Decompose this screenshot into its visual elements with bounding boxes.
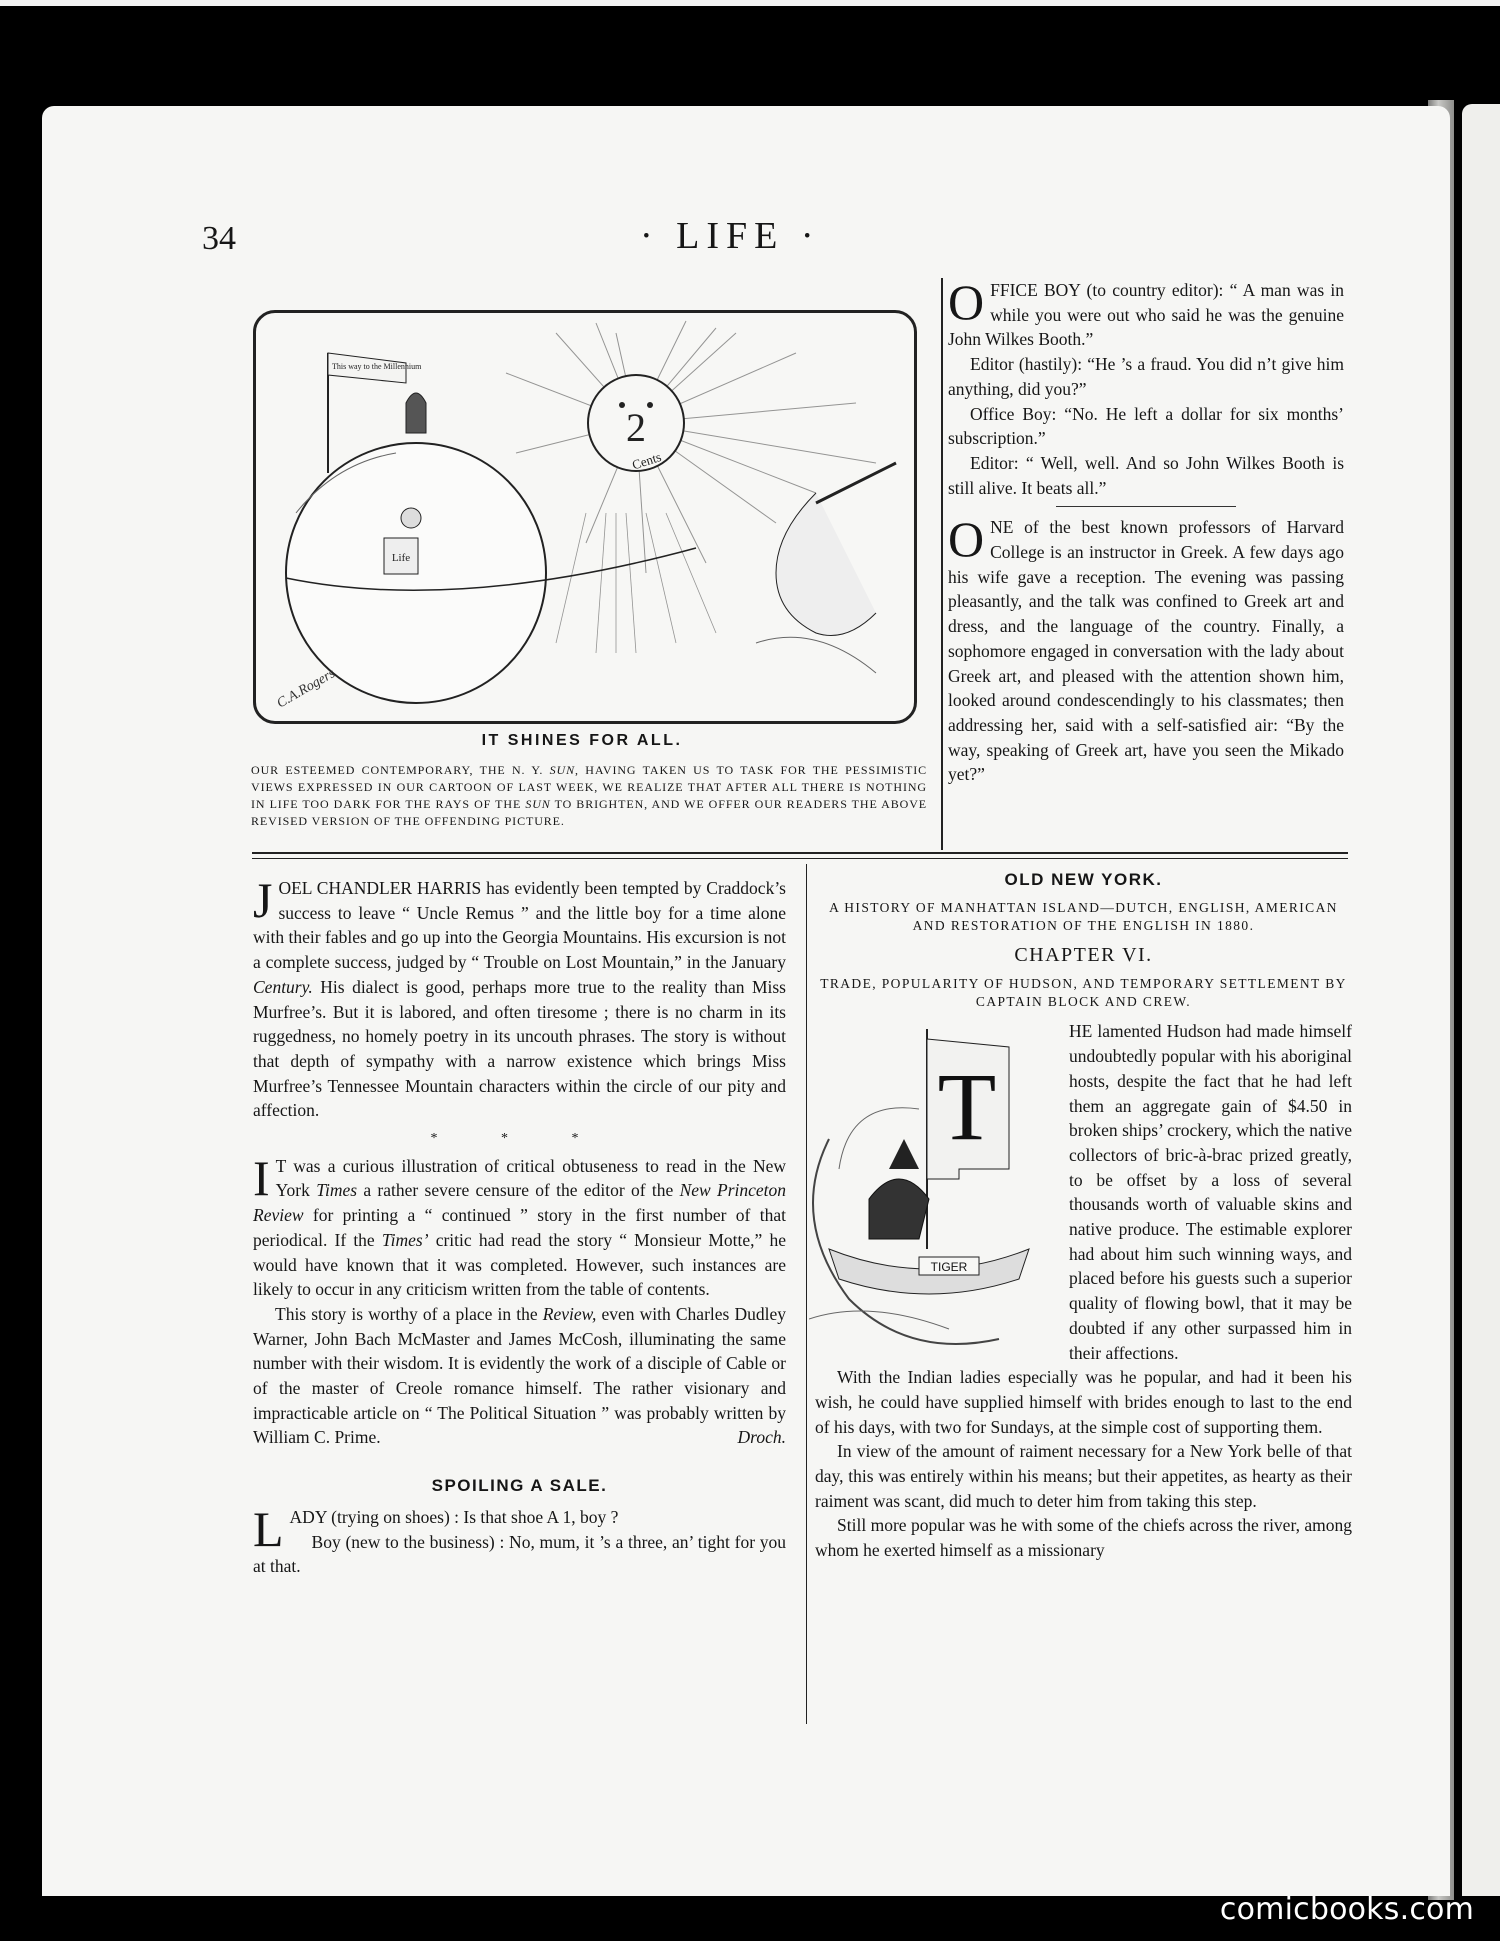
cartoon-flag-text: This way to the Millennium (332, 362, 422, 371)
review-title: Review, (542, 1303, 597, 1324)
watermark: comicbooks.com (1219, 1892, 1474, 1927)
review-title: New Princeton Review (253, 1180, 787, 1226)
office-boy-paragraph (948, 274, 1344, 352)
sun-number: 2 (626, 405, 646, 450)
times-text: critic had read the story “ Monsieur Motte,” he would have known that it was completed. However, such instances are likely to occur in any criticism written from the table of contents. (253, 1229, 786, 1300)
cartoon-signature: C.A.Rogers (274, 666, 338, 712)
chapter-heading: CHAPTER VI. (1014, 943, 1153, 966)
section-rule-upper (252, 852, 1348, 854)
cartoon-illustration (253, 310, 917, 724)
section-stars: * * * (430, 1131, 609, 1147)
drop-cap: I (253, 1149, 270, 1206)
old-new-york-title: OLD NEW YORK. (1004, 870, 1163, 889)
caption-part: OUR ESTEEMED CONTEMPORARY, THE N. Y. (251, 763, 550, 777)
editor-final: Editor: “ Well, well. And so John Wilkes Booth is still alive. It beats all.” (948, 452, 1344, 498)
raiment-paragraph: In view of the amount of raiment necessary for a New York belle of that day, this was entirely within his means; but their appetites, as hearty as their raiment was scant, did much to deter him from taking this step. (815, 1441, 1352, 1511)
cartoon-box-label: Life (391, 552, 411, 564)
drop-cap-illustration (809, 1019, 1059, 1349)
boat-drawing (809, 1019, 1059, 1349)
old-new-york-column (815, 868, 1352, 1563)
chiefs-paragraph: Still more popular was he with some of the chiefs across the river, among whom he exerted himself as a missionary (815, 1515, 1352, 1561)
boat-label: TIGER (930, 1260, 968, 1275)
spoiling-sale-title: SPOILING A SALE. (431, 1476, 608, 1496)
adjacent-page-edge (1462, 104, 1500, 1896)
century-title: Century. (253, 976, 313, 997)
sun-band-text: Cents (630, 449, 664, 473)
column-divider-top (941, 278, 943, 850)
caption-part: , HAVING TAKEN US TO TASK FOR THE PESSIMISTIC VIEWS EXPRESSED IN OUR CARTOON OF LAST WEEK, WE REALIZE THAT AFTER ALL THERE IS NOTHING IN LIFE TOO DARK FOR THE RAYS OF THE (251, 763, 928, 811)
times-title: Times (316, 1180, 358, 1201)
masthead: · LIFE · (640, 215, 821, 257)
hudson-paragraph: HE lamented Hudson had made himself undoubtedly popular with his aboriginal hosts, despite the fact that he had left them an aggregate gain of $4.50 in broken ships’ crockery, which the native collectors of bric-à-brac prized greatly, to be offset by a loss of several thousands worth of valuable skins and native produce. The estimable explorer had about him such winning ways, and placed before his guests such a superior quality of flowing bowl, that it may be doubted if any other surpassed him in their affections. (1069, 1021, 1352, 1363)
times-title: Times’ (381, 1229, 429, 1250)
review-paragraph (253, 1302, 786, 1450)
left-column (253, 872, 787, 1579)
cartoon-caption (251, 762, 927, 830)
harris-review (253, 872, 786, 1123)
sale-text: ADY (trying on shoes) : Is that shoe A 1, boy ? (289, 1506, 619, 1527)
review-text: even with Charles Dudley Warner, John Bach McMaster and James McCosh, illuminating the same number with their wisdom. It is evidently the work of a disciple of Cable or of the master of Creole romance himself. The rather visionary and impracticable article on “ The Political Situation ” was probably written by William C. Prime. (253, 1303, 786, 1448)
top-edge (0, 0, 1500, 6)
drop-letter: T (937, 1053, 997, 1161)
sale-reply: Boy (new to the business) : No, mum, it ’s a three, an’ tight for you at that. (253, 1531, 786, 1577)
times-text: a rather severe censure of the editor of the (357, 1180, 680, 1201)
drop-cap: L (253, 1500, 284, 1557)
caption-sun: SUN (525, 797, 551, 811)
drop-cap: O (948, 511, 985, 568)
caption-sun: SUN (549, 763, 576, 777)
droch-signature: Droch. (737, 1427, 786, 1448)
cartoon-drawing (256, 313, 914, 721)
cartoon-title: IT SHINES FOR ALL. (481, 732, 683, 749)
times-text: T was a curious illustration of critical obtuseness to read in the New York (275, 1155, 786, 1201)
office-boy-reply: Office Boy: “No. He left a dollar for six months’ subscription.” (948, 403, 1344, 449)
harris-text: OEL CHANDLER HARRIS has evidently been tempted by Craddock’s success to leave “ Uncle Remus ” and the little boy for a time alone with their fables and go up into the Georgia Mountains. His excursion is not a complete success, judged by “ Trouble on Lost Mountain,” in the January (253, 878, 786, 973)
drop-cap: J (253, 872, 273, 928)
editor-reply: Editor (hastily): “He ’s a fraud. You did n’t give him anything, did you?” (948, 354, 1344, 399)
office-boy-text: FFICE BOY (to country editor): “ A man was in while you were out who said he was the genuine John Wilkes Booth.” (948, 280, 1344, 350)
times-paragraph (253, 1149, 787, 1302)
harvard-paragraph (948, 511, 1344, 787)
separator (1056, 506, 1236, 507)
chapter-subtitle: TRADE, POPULARITY OF HUDSON, AND TEMPORARY SETTLEMENT BY CAPTAIN BLOCK AND CREW. (820, 976, 1347, 1010)
indian-ladies-paragraph: With the Indian ladies especially was he popular, and had it been his wish, he could have supplied himself with brides enough to last to the end of his days, with two for Sundays, at the simple cost of supporting them. (815, 1367, 1352, 1437)
caption-part: TO BRIGHTEN, AND WE OFFER OUR READERS THE ABOVE REVISED VERSION OF THE OFFENDING PICTURE. (251, 797, 927, 828)
times-text: for printing a “ continued ” story in the first number of that periodical. If the (253, 1205, 786, 1250)
section-rule-lower (252, 858, 1348, 859)
harris-text: His dialect is good, perhaps more true to the reality than Miss Murfree’s. But it is labored, and often tiresome ; there is no charm in its ruggedness, no homely poetry in its uncouth phrases. The story is without that depth of sympathy with a narrow existence which brings Miss Murfree’s Tennessee Mountain characters within the circle of our pity and affection. (253, 976, 786, 1121)
review-text: This story is worthy of a place in the (275, 1303, 543, 1324)
harvard-text: NE of the best known professors of Harvard College is an instructor in Greek. A few days ago his wife gave a reception. The evening was passing pleasantly, and the talk was confined to Greek art and dress, and the language of the country. Finally, a sophomore engaged in conversation with the lady about Greek art, and pleased with the attention shown him, looked around condescendingly to his classmates; then addressing her, said with a self-satisfied air: “By the way, speaking of Greek art, have you seen the Mikado yet?” (948, 517, 1344, 785)
drop-cap: O (948, 274, 985, 330)
column-divider-bottom (806, 864, 807, 1724)
office-boy-column (948, 274, 1344, 787)
old-new-york-subtitle: A HISTORY OF MANHATTAN ISLAND—DUTCH, ENGLISH, AMERICAN AND RESTORATION OF THE ENGLISH IN 1880. (829, 899, 1338, 933)
page-number: 34 (202, 220, 236, 257)
